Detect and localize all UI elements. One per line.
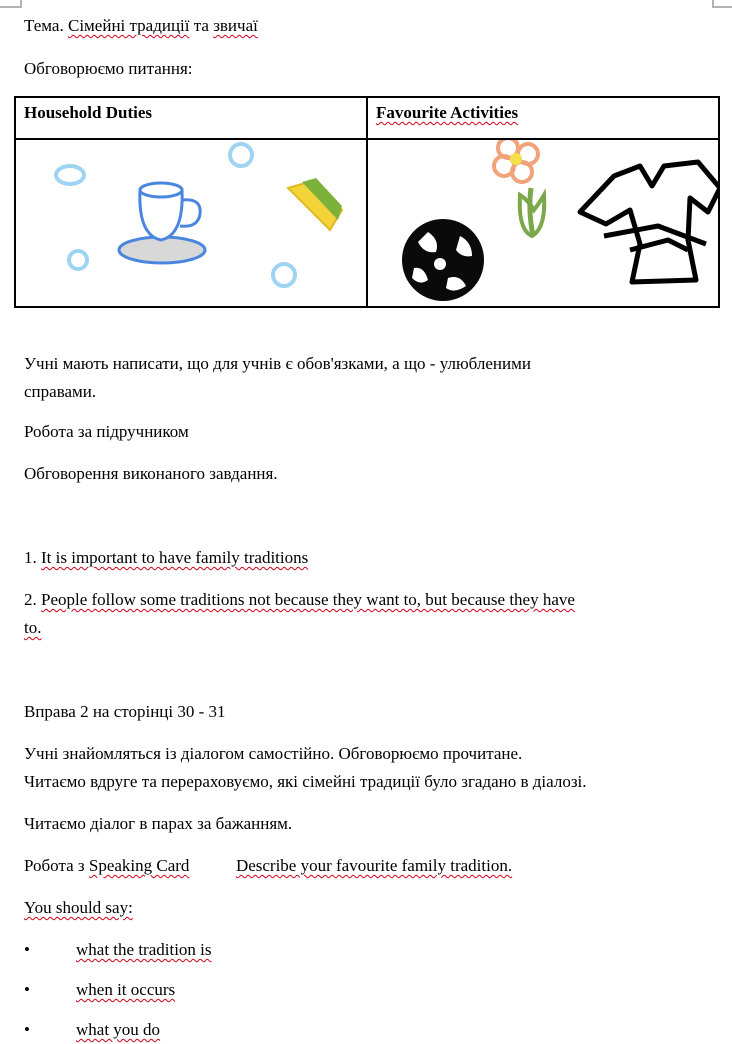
bubble-icon [69, 251, 87, 269]
textbook-work: Робота за підручником [24, 422, 189, 441]
household-duties-cell [15, 139, 367, 307]
tshirt-icon [580, 162, 719, 282]
soccer-ball-icon [402, 219, 484, 301]
bubble-icon [230, 144, 252, 166]
statement-2-line1: 2. People follow some traditions not because they want to, but because they have [24, 590, 575, 609]
discuss-label: Обговорюємо питання: [24, 59, 193, 78]
task-description-line1: Учні мають написати, що для учнів є обов'язками, а що - улюбленими [24, 354, 531, 373]
discussion-line: Обговорення виконаного завдання. [24, 464, 278, 483]
topic-line [24, 12, 258, 40]
statement-1: 1. It is important to have family traditions [24, 548, 309, 567]
speaking-task: Describe your favourite family tradition. [235, 856, 513, 875]
speaking-card-label: Speaking Card [88, 856, 190, 875]
bullet-marker: • [24, 1020, 30, 1039]
task-description-line2: справами. [24, 382, 97, 401]
flower-icon [494, 140, 544, 236]
favourite-activities-cell [367, 139, 719, 307]
favourite-activities-header: Favourite Activities [367, 97, 719, 139]
statement-2-line2: to. [24, 618, 42, 637]
list-item: when it occurs [76, 980, 176, 999]
list-item: what you do [76, 1020, 161, 1039]
topic-prefix: Тема. [24, 16, 64, 35]
should-say-label: You should say: [24, 898, 133, 917]
topic-title: Сімейні традиції [67, 16, 190, 35]
page-corner-mark-left [0, 0, 22, 8]
pairs-line: Читаємо діалог в парах за бажанням. [24, 814, 293, 833]
household-duties-header: Household Duties [15, 97, 367, 139]
bubble-icon [273, 264, 295, 286]
activities-table [14, 96, 720, 308]
page-corner-mark-right [712, 0, 732, 8]
dialog-line1: Учні знайомляться із діалогом самостійно. Обговорюємо прочитане. [24, 744, 523, 763]
cup-and-saucer-icon [119, 183, 205, 263]
speaking-card-line: Робота з Speaking Card Describe your favourite family tradition. [24, 856, 513, 875]
bullet-marker: • [24, 980, 30, 999]
bubble-icon [56, 166, 84, 184]
sponge-icon [288, 178, 342, 230]
topic-mid: та [193, 16, 209, 35]
dialog-line2: Читаємо вдруге та перераховуємо, які сімейні традиції було згадано в діалозі. [24, 772, 587, 791]
exercise-line: Вправа 2 на сторінці 30 - 31 [24, 702, 226, 721]
topic-end: звичаї [213, 16, 258, 35]
list-item: what the tradition is [76, 940, 212, 959]
bullet-marker: • [24, 940, 30, 959]
